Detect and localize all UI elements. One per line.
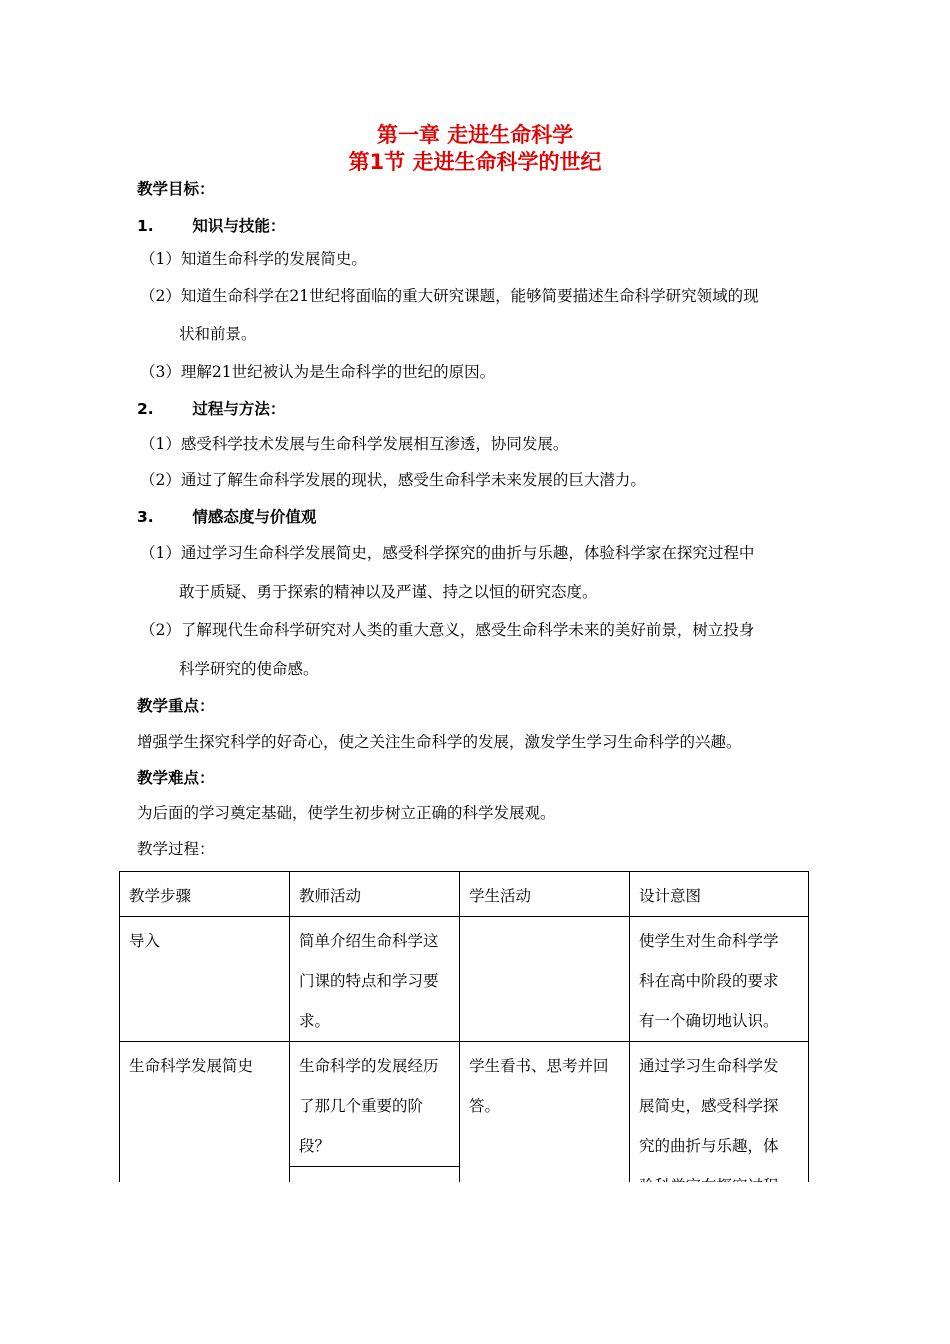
row-2-teacher	[290, 1042, 460, 1167]
row-1-intent-line: 科在高中阶段的要求	[639, 972, 779, 990]
section-2-number: 2.	[137, 400, 154, 418]
section-1-item-2-cont: 状和前景。	[179, 325, 257, 343]
section-3-item-1: （1）通过学习生命科学发展简史，感受科学探究的曲折与乐趣，体验科学家在探究过程中	[140, 544, 755, 562]
row-2-intent-line: 究的曲折与乐趣，体	[639, 1137, 779, 1155]
table-header-row	[120, 872, 809, 917]
row-2-student-line: 学生看书、思考并回	[469, 1057, 609, 1075]
row-1-teacher	[290, 917, 460, 1042]
section-3-number: 3.	[137, 508, 154, 526]
table-row	[120, 917, 809, 1042]
chapter-title: 第一章 走进生命科学	[376, 123, 574, 147]
section-2-heading	[137, 398, 285, 420]
section-1-item-1: （1）知道生命科学的发展简史。	[140, 250, 367, 268]
section-3-item-2-cont: 科学研究的使命感。	[179, 660, 319, 678]
table-row	[120, 1042, 809, 1167]
row-1-teacher-line: 求。	[299, 1012, 331, 1030]
row-1-student	[460, 917, 630, 1042]
key-text: 增强学生探究科学的好奇心，使之关注生命科学的发展，激发学生学习生命科学的兴趣。	[137, 733, 742, 751]
difficulty-text: 为后面的学习奠定基础，使学生初步树立正确的科学发展观。	[137, 804, 556, 822]
section-1-number: 1.	[137, 217, 154, 235]
row-1-intent-line: 有一个确切地认识。	[639, 1012, 779, 1030]
header-intent: 设计意图	[630, 872, 809, 917]
row-1-intent-line: 使学生对生命科学学	[639, 932, 779, 950]
row-1-teacher-line: 简单介绍生命科学这	[299, 932, 439, 950]
section-1-heading	[137, 215, 285, 237]
section-1-item-2: （2）知道生命科学在21世纪将面临的重大研究课题，能够简要描述生命科学研究领域的现	[140, 287, 759, 305]
header-step: 教学步骤	[120, 872, 290, 917]
process-heading: 教学过程：	[137, 840, 215, 858]
row-2-intent-line: 通过学习生命科学发	[639, 1057, 779, 1075]
section-1-title: 知识与技能：	[192, 217, 286, 235]
row-2-teacher-line: 段？	[299, 1137, 331, 1155]
header-student: 学生活动	[460, 872, 630, 917]
section-2-title: 过程与方法：	[192, 400, 286, 418]
key-heading: 教学重点：	[137, 697, 215, 715]
row-2-teacher-line: 生命科学的发展经历	[299, 1057, 439, 1075]
row-2-student-line: 答。	[469, 1097, 501, 1115]
row-2-intent-line: 展简史，感受科学探	[639, 1097, 779, 1115]
section-title: 第1节 走进生命科学的世纪	[348, 150, 602, 174]
section-2-item-2: （2）通过了解生命科学发展的现状，感受生命科学未来发展的巨大潜力。	[140, 471, 646, 489]
row-1-step: 导入	[120, 917, 290, 1042]
header-teacher: 教师活动	[290, 872, 460, 917]
row-1-intent	[630, 917, 809, 1042]
process-table	[119, 871, 809, 1212]
section-2-item-1: （1）感受科学技术发展与生命科学发展相互渗透，协同发展。	[140, 435, 569, 453]
row-1-teacher-line: 门课的特点和学习要	[299, 972, 439, 990]
section-1-item-3: （3）理解21世纪被认为是生命科学的世纪的原因。	[140, 363, 496, 381]
difficulty-heading: 教学难点：	[137, 769, 215, 787]
row-2-step: 生命科学发展简史	[120, 1042, 290, 1212]
objectives-heading: 教学目标：	[137, 180, 215, 198]
row-2-teacher-line: 了那几个重要的阶	[299, 1097, 424, 1115]
page-bottom-margin	[0, 1182, 950, 1344]
section-3-heading	[137, 506, 316, 528]
section-3-item-1-cont: 敢于质疑、勇于探索的精神以及严谨、持之以恒的研究态度。	[179, 583, 598, 601]
section-3-title: 情感态度与价值观	[192, 508, 317, 526]
section-3-item-2: （2）了解现代生命科学研究对人类的重大意义，感受生命科学未来的美好前景，树立投身	[140, 621, 755, 639]
